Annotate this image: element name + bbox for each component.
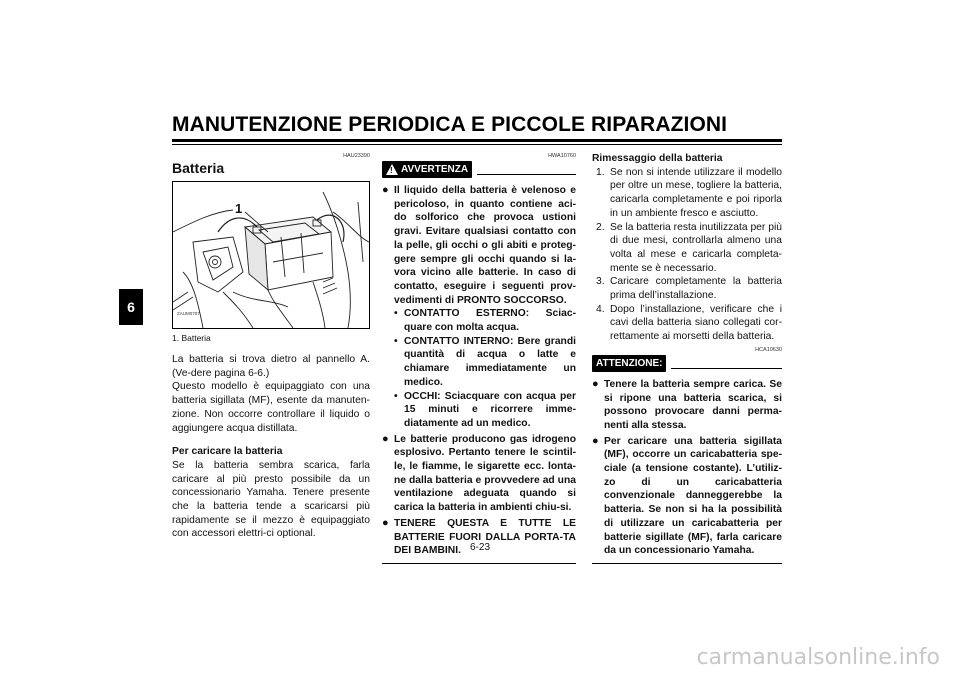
bullet-icon: ● — [592, 434, 599, 447]
list-item — [382, 433, 576, 515]
step-text: Se non si intende utilizzare il modello per oltre un mese, togliere la batteria, caricarla completamente e poi riporla in un ambiente fresco e asciutto. — [610, 166, 782, 219]
warning-item-text: Il liquido della batteria è velenoso e pericoloso, in quanto contiene aci-do solforico che provoca ustioni gravi. Evitare qualsiasi contatto con la pelle, gli occhi o gli abiti e proteg-gere sempre gli occhi quando si la-vora vicino alle batterie. In caso di contatto, eseguire i seguenti prov-vedimenti di PRONTO SOCCORSO. — [394, 185, 576, 306]
step-number: 2. — [596, 221, 605, 233]
warning-code: HWA10760 — [548, 153, 576, 159]
list-item — [592, 221, 782, 276]
figure-caption: 1. Batteria — [172, 333, 211, 343]
figure-code: ZAUM0707 — [177, 311, 200, 317]
watermark: carmanualsonline.info — [696, 645, 940, 670]
page-title: MANUTENZIONE PERIODICA E PICCOLE RIPARAZIONI — [172, 113, 728, 136]
step-number: 1. — [596, 166, 605, 178]
warning-badge — [382, 161, 472, 178]
caution-end-rule — [592, 563, 782, 564]
warning-list — [382, 184, 576, 558]
caution-rule — [671, 368, 782, 369]
caution-item-text: Tenere la batteria sempre carica. Se si ripone una batteria scarica, si possono provocare danni perma-nenti alla stessa. — [604, 378, 782, 431]
middle-column — [382, 152, 576, 564]
list-item — [394, 335, 576, 390]
left-column — [172, 152, 370, 541]
step-text: Dopo l’installazione, verificare che i cavi della batteria siano collegati cor-rettamente ai morsetti della batteria. — [610, 303, 782, 343]
step-number: 4. — [596, 303, 605, 315]
chapter-tab: 6 — [119, 289, 143, 325]
storage-steps — [592, 166, 782, 344]
warning-rule — [477, 174, 576, 175]
bullet-icon: ● — [592, 377, 599, 390]
paragraph: La batteria si trova dietro al pannello A. (Ve-dere pagina 6-6.) — [172, 354, 370, 379]
paragraph: Questo modello è equipaggiato con una batteria sigillata (MF), esente da manuten-zione. Non occorre controllare il liquido o aggiungere acqua distillata. — [172, 381, 370, 434]
list-item — [592, 435, 782, 558]
warning-label: AVVERTENZA — [401, 164, 469, 175]
step-text: Se la batteria resta inutilizzata per più di due mesi, controllarla almeno una volta al mese e caricarla completa-mente se è necessario. — [610, 221, 782, 274]
header-rule-thin — [172, 144, 782, 145]
battery-illustration — [173, 182, 369, 328]
subheading: Per caricare la batteria — [172, 446, 283, 458]
list-item — [592, 303, 782, 344]
battery-figure — [172, 181, 370, 329]
caution-badge: ATTENZIONE: — [592, 355, 666, 372]
bullet-icon: ● — [382, 516, 389, 529]
list-item — [382, 184, 576, 431]
section-title: Batteria — [172, 160, 225, 176]
first-aid-list — [394, 307, 576, 430]
warning-item-text: TENERE QUESTA E TUTTE LE BATTERIE FUORI DALLA PORTA-TA DEI BAMBINI. — [394, 517, 576, 557]
step-text: Caricare completamente la batteria prima dell’installazione. — [610, 276, 782, 302]
list-item — [394, 390, 576, 431]
caution-header — [592, 355, 782, 372]
page-number: 6-23 — [469, 542, 490, 553]
step-number: 3. — [596, 276, 605, 288]
bullet-icon: ● — [382, 432, 389, 445]
list-item — [394, 307, 576, 334]
paragraph: Se la batteria sembra scarica, farla caricare al più presto possibile da un concessionario Yamaha. Tenere presente che la batteria tende a scaricarsi più rapidamente se il mezzo è equipaggiato con accessori elettri-ci optional. — [172, 459, 370, 540]
warning-item-text: Le batterie producono gas idrogeno esplosivo. Pertanto tenere le scintil-le, le fiamme, le sigarette ecc. lonta-ne dalla batteria e provvedere ad una ventilazione adeguata quando si carica la batteria in ambienti chiu-si. — [394, 433, 576, 514]
list-item — [592, 166, 782, 221]
list-item — [592, 378, 782, 433]
header-rule — [172, 139, 782, 142]
first-aid-item: CONTATTO INTERNO: Bere grandi quantità di acqua o latte e chiamare immediatamente un medico. — [404, 335, 576, 388]
bullet-icon: • — [394, 335, 398, 347]
right-column — [592, 152, 782, 564]
warning-triangle-icon: ! — [386, 164, 398, 175]
bullet-icon: • — [394, 390, 398, 402]
caution-list — [592, 378, 782, 558]
first-aid-item: CONTATTO ESTERNO: Sciac-quare con molta acqua. — [404, 308, 576, 334]
caution-item-text: Per caricare una batteria sigillata (MF), occorre un caricabatteria spe-ciale (a tensione costante). L’utiliz-zo di un caricabatteria convenzionale danneggerebbe la batteria. Se non si ha la possibilità di utilizzare un caricabatteria per batterie sigillate (MF), farla caricare da un concessionario Yamaha. — [604, 435, 782, 557]
figure-callout: 1 — [235, 201, 243, 216]
bullet-icon: ● — [382, 184, 389, 196]
warning-header — [382, 161, 576, 178]
bullet-icon: • — [394, 308, 398, 320]
section-code: HAU23390 — [343, 153, 370, 159]
warning-end-rule — [382, 563, 576, 564]
first-aid-item: OCCHI: Sciacquare con acqua per 15 minuti e ricorrere imme-diatamente ad un medico. — [404, 390, 576, 429]
caution-code: HCA10630 — [755, 346, 782, 353]
subheading: Rimessaggio della batteria — [592, 153, 723, 164]
list-item — [592, 275, 782, 302]
